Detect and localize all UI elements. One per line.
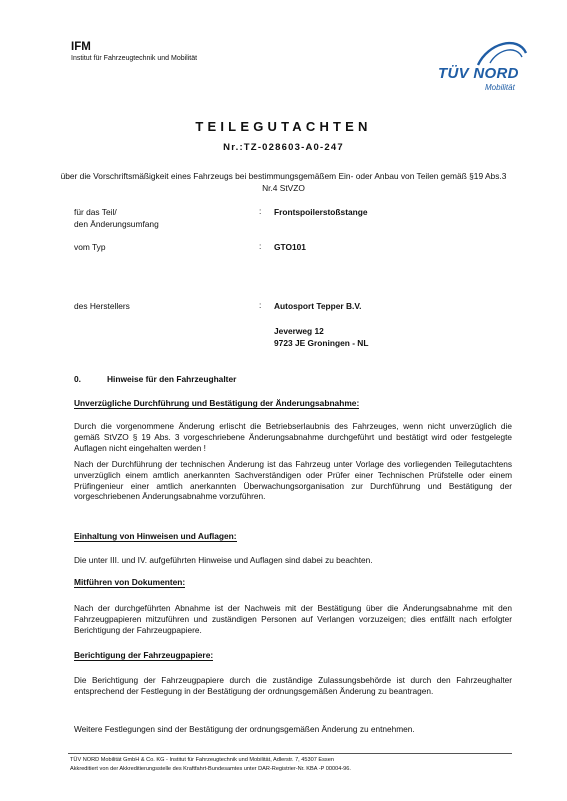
report-number: Nr.:TZ-028603-A0-247: [223, 142, 344, 153]
maker-colon: :: [259, 300, 262, 310]
paragraph-5: Weitere Festlegungen sind der Bestätigung der ordnungsgemäßen Änderung zu entnehmen.: [74, 724, 415, 734]
paragraph-3: Nach der durchgeführten Abnahme ist der Nachweis mit der Bestätigung über die Änderungsabnahme mit den Fahrzeugpapieren mitzuführen und zuständigen Personen auf Verlangen vorzuzeigen; dies entfällt nach erfolgter Berichtigung der Fahrzeugpapiere.: [74, 603, 512, 635]
paragraph-4: Die Berichtigung der Fahrzeugpapiere durch die zuständige Zulassungsbehörde ist durch den Fahrzeughalter entsprechend der Festlegung in der Bestätigung der ordnungsgemäßen Änderung zu beantragen.: [74, 675, 512, 696]
type-colon: :: [259, 241, 262, 251]
type-label: vom Typ: [74, 242, 106, 252]
footer-line-1: TÜV NORD Mobilität GmbH & Co. KG - Institut für Fahrzeugtechnik und Mobilität, Adlerstr. 7, 45307 Essen: [70, 757, 334, 763]
maker-name: Autosport Tepper B.V.: [274, 301, 362, 311]
heading-2: [74, 531, 237, 541]
section-number: 0.: [74, 374, 81, 384]
maker-label: des Herstellers: [74, 301, 130, 311]
paragraph-1a: Durch die vorgenommene Änderung erlischt die Betriebserlaubnis des Fahrzeuges, wenn nicht unverzüglich die gemäß StVZO § 19 Abs. 3 vorgeschriebene Änderungsabnahme durchgeführt und bestätigt wird oder festgelegte Auflagen nicht eingehalten werden !: [74, 421, 512, 453]
org-name: IFM: [71, 41, 91, 53]
part-value: Frontspoilerstoßstange: [274, 207, 368, 217]
logo-subtitle: Mobilität: [485, 83, 515, 92]
heading-1: [74, 398, 359, 408]
org-subtitle: Institut für Fahrzeugtechnik und Mobilität: [71, 55, 198, 62]
part-label-line2: den Änderungsumfang: [74, 219, 159, 229]
part-colon: :: [259, 206, 262, 216]
type-value: GTO101: [274, 242, 306, 252]
paragraph-1b: Nach der Durchführung der technischen Änderung ist das Fahrzeug unter Vorlage des vorliegenden Teilegutachtens unverzüglich einem amtlich anerkannten Sachverständigen oder Prüfer einer Technischen Prüfstelle oder einem Prüfingenieur einer amtlich anerkannten Überwachungsorganisation zur Durchführung und Bestätigung der vorgeschriebenen Änderungsabnahme vorzuführen.: [74, 459, 512, 502]
heading-4: [74, 650, 213, 660]
heading-3: [74, 577, 185, 587]
part-label: [74, 206, 159, 230]
intro-text: über die Vorschriftsmäßigkeit eines Fahrzeugs bei bestimmungsgemäßem Ein- oder Anbau von Teilen gemäß §19 Abs.3 Nr.4 StVZO: [60, 171, 507, 193]
footer-line-2: Akkreditiert von der Akkreditierungsstelle des Kraftfahrt-Bundesamtes unter DAR-Registrier-Nr. KBA -P 00004-96.: [70, 766, 351, 772]
heading-1-text: Unverzügliche Durchführung und Bestätigung der Änderungsabnahme:: [74, 398, 360, 408]
tuv-nord-logo: [430, 37, 530, 97]
document-title: TEILEGUTACHTEN: [195, 119, 372, 134]
paragraph-2: Die unter III. und IV. aufgeführten Hinweise und Auflagen sind dabei zu beachten.: [74, 555, 373, 565]
heading-2-text: Einhaltung von Hinweisen und Auflagen:: [74, 531, 237, 541]
part-label-line1: für das Teil/: [74, 207, 117, 217]
section-title: Hinweise für den Fahrzeughalter: [107, 374, 237, 384]
footer-divider: [68, 753, 512, 754]
maker-city: 9723 JE Groningen - NL: [274, 338, 369, 348]
heading-3-text: Mitführen von Dokumenten:: [74, 577, 186, 587]
logo-text: TÜV NORD: [438, 65, 519, 82]
heading-4-text: Berichtigung der Fahrzeugpapiere:: [74, 650, 214, 660]
maker-street: Jeverweg 12: [274, 326, 324, 336]
